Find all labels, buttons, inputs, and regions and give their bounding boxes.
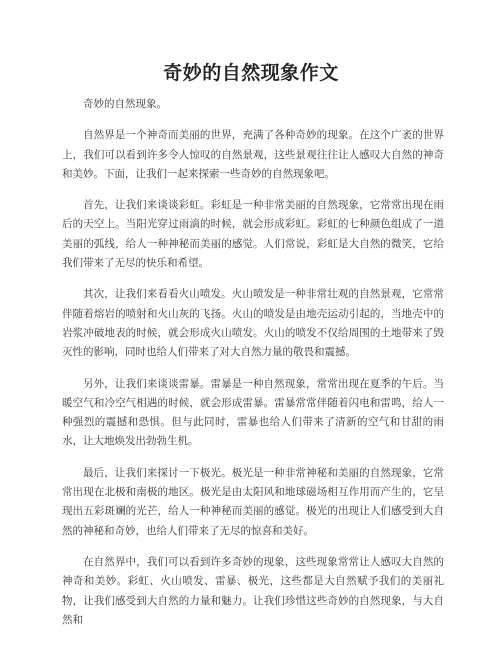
paragraph-introduction: 自然界是一个神奇而美丽的世界，充满了各种奇妙的现象。在这个广袤的世界上，我们可以看到许多令人惊叹的自然景观，这些景观往往让人感叹大自然的神奇和美妙。下面，让我们一起来探索一些奇妙的自然现象吧。 <box>62 129 444 180</box>
document-body <box>62 95 444 642</box>
paragraph-aurora: 最后，让我们来探讨一下极光。极光是一种非常神秘和美丽的自然现象，它常常出现在北极和南极的地区。极光是由太阳风和地球磁场相互作用而产生的，它呈现出五彩斑斓的光芒，给人一种神秘而美丽的感觉。极光的出现让人们感受到大自然的神秘和奇妙，也给人们带来了无尽的惊喜和美好。 <box>62 466 444 537</box>
paragraph-volcano: 其次，让我们来看看火山喷发。火山喷发是一种非常壮观的自然景观，它常常伴随着熔岩的喷射和火山灰的飞扬。火山的喷发是由地壳运动引起的，当地壳中的岩浆冲破地表的时候，就会形成火山喷发。火山的喷发不仅给周围的土地带来了毁灭性的影响，同时也给人们带来了对大自然力量的敬畏和震撼。 <box>62 288 444 359</box>
paragraph-intro-label: 奇妙的自然现象。 <box>83 98 167 110</box>
paragraph-conclusion: 在自然界中，我们可以看到许多奇妙的现象，这些现象常常让人感叹大自然的神奇和美妙。彩虹、火山喷发、雷暴、极光，这些都是大自然赋予我们的美丽礼物，让我们感受到大自然的力量和魅力。让我们珍惜这些奇妙的自然现象，与大自然和 <box>62 555 444 626</box>
paragraph-rainbow: 首先，让我们来谈谈彩虹。彩虹是一种非常美丽的自然现象，它常常出现在雨后的天空上。当阳光穿过雨滴的时候，就会形成彩虹。彩虹的七种颜色组成了一道美丽的弧线，给人一种神秘而美丽的感觉。人们常说，彩虹是大自然的微笑，它给我们带来了无尽的快乐和希望。 <box>62 199 444 270</box>
document-title: 奇妙的自然现象作文 <box>163 62 339 84</box>
paragraph-thunderstorm: 另外，让我们来谈谈雷暴。雷暴是一种自然现象，常常出现在夏季的午后。当暖空气和冷空气相遇的时候，就会形成雷暴。雷暴常常伴随着闪电和雷鸣，给人一种强烈的震撼和恐惧。但与此同时，雷暴也给人们带来了清新的空气和甘甜的雨水，让大地焕发出勃勃生机。 <box>62 377 444 448</box>
